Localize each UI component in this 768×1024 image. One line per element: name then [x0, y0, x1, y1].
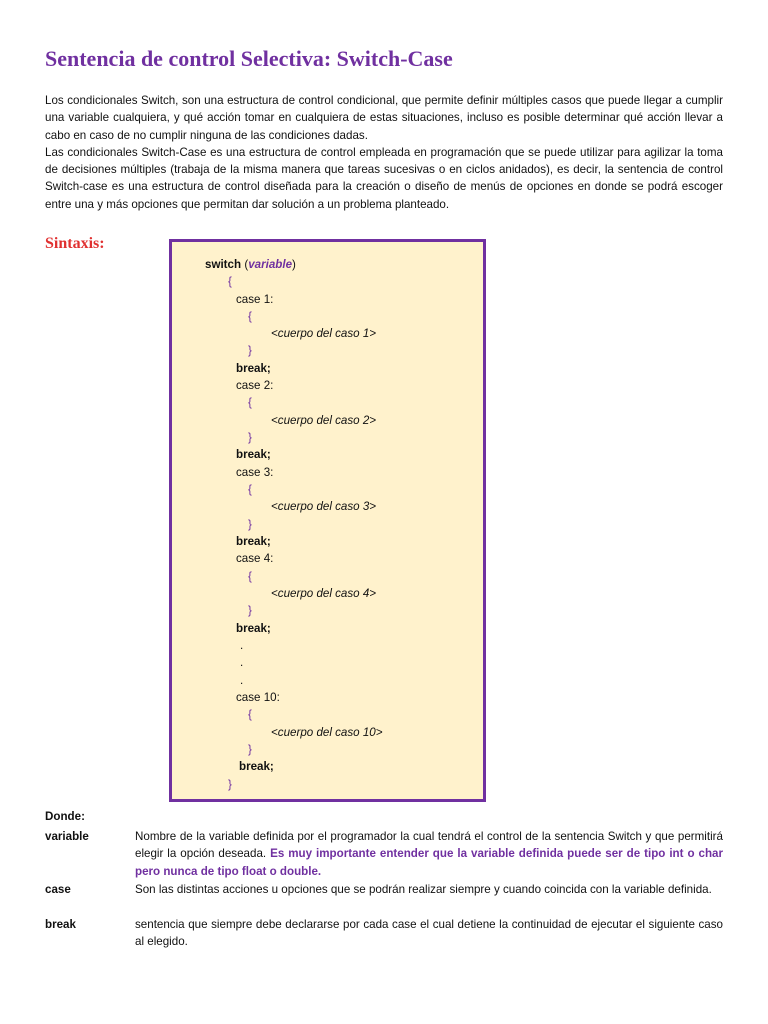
case-open-brace: { — [248, 708, 252, 721]
case-close-brace: } — [248, 431, 252, 444]
case-close-brace: } — [248, 344, 252, 357]
page-title: Sentencia de control Selectiva: Switch-Case — [45, 46, 453, 71]
definition-highlight: Es muy importante entender que la variable definida puede ser de tipo int o char pero nunca de tipo float o double. — [135, 847, 723, 878]
case-open-brace: { — [248, 396, 252, 409]
case-label: case 2: — [236, 379, 274, 392]
definition-variable — [45, 828, 723, 878]
case-close-brace: } — [248, 743, 252, 756]
close-paren: ) — [292, 258, 296, 271]
definition-case — [45, 881, 723, 917]
syntax-heading: Sintaxis: — [45, 235, 105, 252]
break-statement: break; — [236, 448, 271, 461]
case-body: <cuerpo del caso 4> — [271, 587, 377, 600]
case-label: case 4: — [236, 552, 274, 565]
open-paren: ( — [244, 258, 249, 271]
case-close-brace: } — [248, 518, 252, 531]
definition-term: break — [45, 918, 76, 931]
definition-description — [135, 828, 723, 880]
ellipsis-dot: . — [240, 639, 244, 652]
case-label: case 3: — [236, 466, 274, 479]
definition-term: case — [45, 883, 71, 896]
case-close-brace: } — [248, 604, 252, 617]
switch-keyword: switch — [205, 258, 242, 271]
definition-text: Nombre de la variable definida por el programador la cual tendrá el control de la sentencia Switch y que permitirá elegir la opción deseada. — [135, 830, 723, 861]
donde-heading: Donde: — [45, 810, 85, 823]
switch-variable: variable — [248, 258, 293, 271]
syntax-code-box — [169, 239, 486, 802]
break-statement: break; — [236, 362, 271, 375]
definition-description: sentencia que siempre debe declararse por cada case el cual detiene la continuidad de ejecutar el siguiente caso al elegido. — [135, 918, 723, 949]
ellipsis-dot: . — [240, 674, 244, 687]
break-statement: break; — [239, 760, 274, 773]
case-body: <cuerpo del caso 2> — [271, 414, 377, 427]
definition-break — [45, 916, 723, 952]
case-open-brace: { — [248, 310, 252, 323]
intro-paragraph-2: Las condicionales Switch-Case es una estructura de control empleada en programación que se puede utilizar para agilizar la toma de decisiones múltiples (trabaja de la misma manera que tareas sucesivas o en ciclos anidados), es decir, la sentencia de control Switch-case es una estructura de control diseñada para la creación o diseño de menús de opciones en donde se podrá escoger entre una y más opciones que permitan dar solución a un problema planteado. — [45, 145, 723, 211]
break-statement: break; — [236, 622, 271, 635]
definition-term: variable — [45, 830, 89, 843]
case-label: case 10: — [236, 691, 280, 704]
switch-close-brace: } — [228, 778, 232, 791]
case-open-brace: { — [248, 570, 252, 583]
switch-line — [205, 258, 296, 272]
case-body: <cuerpo del caso 10> — [271, 726, 383, 739]
definition-description: Son las distintas acciones u opciones que se podrán realizar siempre y cuando coincida con la variable definida. — [135, 883, 712, 896]
intro-text — [45, 92, 723, 213]
case-body: <cuerpo del caso 3> — [271, 500, 377, 513]
break-statement: break; — [236, 535, 271, 548]
switch-open-brace: { — [228, 275, 232, 288]
case-open-brace: { — [248, 483, 252, 496]
ellipsis-dot: . — [240, 656, 244, 669]
intro-paragraph-1: Los condicionales Switch, son una estructura de control condicional, que permite definir múltiples casos que puede llegar a cumplir una variable cualquiera, y qué acción tomar en cualquiera de estas situaciones, incluso es posible determinar qué acción llevar a cabo en caso de no cumplir ninguna de las condiciones dadas. — [45, 94, 723, 142]
case-body: <cuerpo del caso 1> — [271, 327, 377, 340]
case-label: case 1: — [236, 293, 274, 306]
